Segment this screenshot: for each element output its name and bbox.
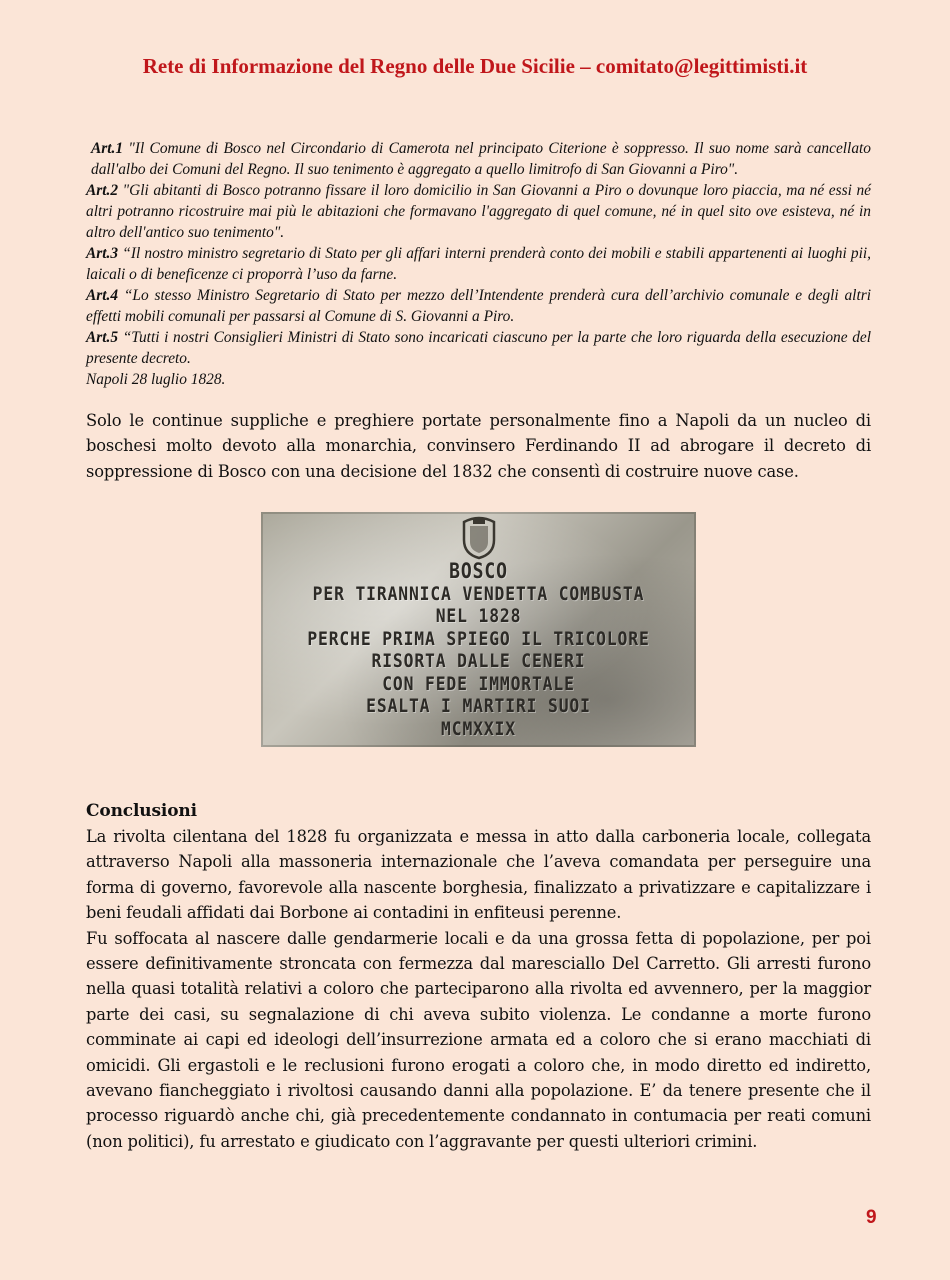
plaque-photo [261,512,696,747]
plaque-line: ESALTA I MARTIRI SUOI [366,695,591,717]
article-4 [86,285,871,327]
article-label: Art.1 [91,140,124,157]
plaque-line: PER TIRANNICA VENDETTA COMBUSTA [312,582,645,605]
coat-of-arms-icon [456,516,502,560]
plaque-line: PERCHE PRIMA SPIEGO IL TRICOLORE [307,627,650,650]
plaque-line: MCMXXIX [441,717,516,740]
plaque-line: CON FEDE IMMORTALE [382,672,575,695]
article-3 [86,243,871,285]
conclusions-paragraph: Fu soffocata al nascere dalle gendarmerie locali e da una grossa fetta di popolazione, per poi essere definitivamente stroncata con fermezza dal maresciallo Del Carretto. Gli arresti furono nella quasi totalità relativi a coloro che parteciparono alla rivolta ed avvennero, per la maggior parte dei casi, su segnalazione di chi aveva subito violenza. Le condanne a morte furono comminate ai capi ed ideologi dell’insurrezione armata ed a coloro che si erano macchiati di omicidi. Gli ergastoli e le reclusioni furono erogati a coloro che, in modo diretto ed indiretto, avevano fiancheggiato i rivoltosi causando danni alla popolazione. E’ da tenere presente che il processo riguardò anche chi, già precedentemente condannato in contumacia per reati comuni (non politici), fu arrestato e giudicato con l’aggravante per questi ulteriori crimini. [86,928,871,1151]
page-header: Rete di Informazione del Regno delle Due Sicilie – comitato@legittimisti.it [142,54,808,78]
plaque-line: RISORTA DALLE CENERI [371,650,586,672]
plaque-line: BOSCO [449,559,508,583]
conclusions-heading: Conclusioni [86,801,197,821]
article-text: "Gli abitanti di Bosco potranno fissare il loro domicilio in San Giovanni a Piro o dovunque loro piaccia, ma né essi né altri potranno ricostruire mai più le abitazioni che formavano l'aggregato di quel comune, né in quel sito ove esisteva, né in altro dell'antico suo tenimento". [86,182,871,241]
article-label: Art.5 [86,329,119,346]
plaque-line: NEL 1828 [435,605,522,627]
article-5 [86,327,871,369]
article-text: "Il Comune di Bosco nel Circondario di Camerota nel principato Citerione è soppresso. Il suo nome sarà cancellato dall'albo dei Comuni del Regno. Il suo tenimento è aggregato a quello limitrofo di San Giovanni a Piro". [91,140,871,178]
conclusions-section [86,799,871,1154]
article-label: Art.4 [86,287,119,304]
article-text: “Tutti i nostri Consiglieri Ministri di Stato sono incaricati ciascuno per la parte che loro riguarda della esecuzione del presente decreto. [86,329,871,367]
decree-date: Napoli 28 luglio 1828. [86,371,226,388]
article-1 [86,138,871,180]
intro-paragraph: Solo le continue suppliche e preghiere portate personalmente fino a Napoli da un nucleo di boschesi molto devoto alla monarchia, convinsero Ferdinando II ad abrogare il decreto di soppressione di Bosco con una decisione del 1832 che consentì di costruire nuove case. [86,411,871,481]
article-label: Art.3 [86,245,119,262]
article-text: “Lo stesso Ministro Segretario di Stato per mezzo dell’Intendente prenderà cura dell’archivio comunale e degli altri effetti mobili comunali per passarsi al Comune di S. Giovanni a Piro. [86,287,871,325]
intro-section [86,408,871,484]
plaque-inscription [261,560,696,740]
article-label: Art.2 [86,182,119,199]
decree-articles [86,138,871,390]
article-text: “Il nostro ministro segretario di Stato per gli affari interni prenderà conto dei mobili e stabili appartenenti ai luoghi pii, laicali o di beneficenze ci proporrà l’uso da farne. [86,245,871,283]
conclusions-paragraph: La rivolta cilentana del 1828 fu organizzata e messa in atto dalla carboneria locale, collegata attraverso Napoli alla massoneria internazionale che l’aveva comandata per perseguire una forma di governo, favorevole alla nascente borghesia, finalizzato a privatizzare e capitalizzare i beni feudali affidati dai Borbone ai contadini in enfiteusi perenne. [86,827,871,923]
article-2 [86,180,871,243]
page-number: 9 [866,1207,877,1228]
